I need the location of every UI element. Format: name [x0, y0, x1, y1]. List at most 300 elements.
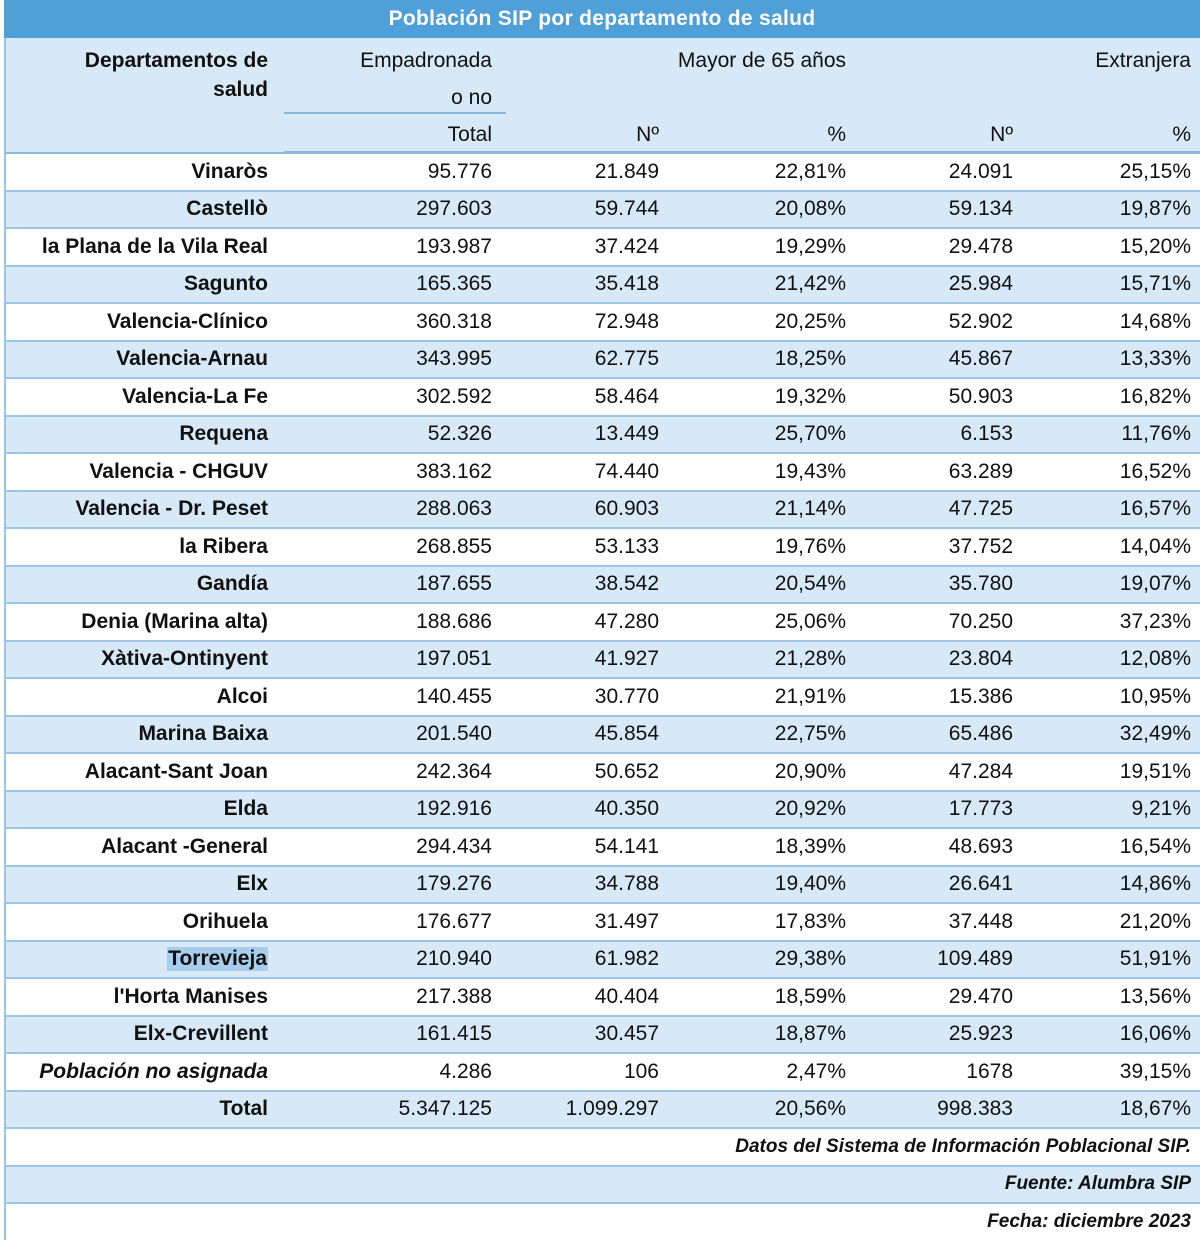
- row-ext-pct: [1013, 754, 1191, 790]
- row-m65-num-text: 53.133: [594, 534, 659, 558]
- row-ext-pct-text: 18,67%: [1119, 1097, 1191, 1121]
- row-name: [4, 567, 268, 603]
- row-m65-num: [492, 642, 659, 678]
- row-m65-pct-text: 20,56%: [774, 1097, 846, 1121]
- table-row: [4, 492, 1200, 530]
- table-row: [4, 604, 1200, 642]
- row-total: [274, 942, 492, 978]
- row-ext-pct-text: 16,82%: [1119, 384, 1191, 408]
- row-ext-pct-text: 32,49%: [1119, 722, 1191, 746]
- row-m65-pct-text: 25,06%: [774, 609, 846, 633]
- row-name: [4, 417, 268, 453]
- table-row: [4, 979, 1200, 1017]
- row-ext-pct: [1013, 304, 1191, 340]
- row-m65-num: [492, 604, 659, 640]
- row-ext-num-text: 37.448: [948, 909, 1013, 933]
- row-m65-num: [492, 454, 659, 490]
- row-name: [4, 604, 268, 640]
- row-m65-num-text: 45.854: [594, 722, 659, 746]
- footer-fecha: [4, 1204, 1200, 1240]
- row-m65-num-text: 106: [623, 1059, 659, 1083]
- row-ext-pct-text: 15,20%: [1119, 234, 1191, 258]
- row-name: [4, 379, 268, 415]
- row-m65-num: [492, 1017, 659, 1053]
- row-m65-num-text: 50.652: [594, 759, 659, 783]
- row-m65-pct-text: 19,43%: [774, 459, 846, 483]
- footer-source-text: Datos del Sistema de Información Poblacional SIP.: [735, 1135, 1191, 1157]
- population-table: [4, 0, 1200, 1240]
- row-ext-num-text: 15.386: [948, 684, 1013, 708]
- row-name: [4, 867, 268, 903]
- header-sub-total: Total: [447, 123, 492, 146]
- row-total-text: 95.776: [427, 159, 492, 183]
- row-total: [274, 529, 492, 565]
- row-ext-num: [846, 642, 1013, 678]
- row-ext-pct-text: 21,20%: [1119, 909, 1191, 933]
- row-total: [274, 154, 492, 190]
- row-m65-num: [492, 1092, 659, 1128]
- row-ext-num: [846, 754, 1013, 790]
- row-total-text: 140.455: [416, 684, 492, 708]
- row-ext-pct-text: 19,87%: [1119, 197, 1191, 221]
- row-name-text: Elda: [223, 797, 268, 821]
- row-total-text: 52.326: [427, 422, 492, 446]
- row-ext-pct: [1013, 904, 1191, 940]
- row-ext-pct-text: 16,06%: [1119, 1022, 1191, 1046]
- table-row: [4, 829, 1200, 867]
- row-total-text: 201.540: [416, 722, 492, 746]
- row-ext-pct-text: 15,71%: [1119, 272, 1191, 296]
- row-total-text: 179.276: [416, 872, 492, 896]
- row-ext-num: [846, 904, 1013, 940]
- row-m65-pct-text: 20,92%: [774, 797, 846, 821]
- row-m65-pct-text: 22,81%: [774, 159, 846, 183]
- row-name: [4, 942, 268, 978]
- row-name-text: l'Horta Manises: [113, 984, 268, 1008]
- row-m65-num-text: 60.903: [594, 497, 659, 521]
- row-m65-pct: [659, 1054, 846, 1090]
- row-m65-pct: [659, 342, 846, 378]
- row-ext-num-text: 24.091: [948, 159, 1013, 183]
- row-m65-num: [492, 979, 659, 1015]
- row-m65-num-text: 61.982: [594, 947, 659, 971]
- left-border: [4, 38, 6, 1240]
- row-total: [274, 229, 492, 265]
- row-total: [274, 1092, 492, 1128]
- row-ext-num: [846, 454, 1013, 490]
- row-ext-pct: [1013, 867, 1191, 903]
- row-ext-pct-text: 25,15%: [1119, 159, 1191, 183]
- table-row: [4, 1017, 1200, 1055]
- row-total-text: 5.347.125: [398, 1097, 492, 1121]
- row-ext-num: [846, 1054, 1013, 1090]
- row-m65-pct: [659, 154, 846, 190]
- row-m65-num: [492, 1054, 659, 1090]
- row-m65-pct: [659, 642, 846, 678]
- row-ext-num: [846, 154, 1013, 190]
- row-ext-num-text: 23.804: [948, 647, 1013, 671]
- row-ext-pct-text: 37,23%: [1119, 609, 1191, 633]
- row-ext-num: [846, 979, 1013, 1015]
- row-total-text: 161.415: [416, 1022, 492, 1046]
- row-m65-num: [492, 304, 659, 340]
- header-extranjera: Extranjera: [1095, 49, 1191, 72]
- row-ext-pct: [1013, 492, 1191, 528]
- row-ext-num-text: 63.289: [948, 459, 1013, 483]
- row-m65-pct: [659, 454, 846, 490]
- row-ext-num: [846, 192, 1013, 228]
- row-name-text: Xàtiva-Ontinyent: [101, 647, 268, 671]
- row-total-text: 187.655: [416, 572, 492, 596]
- row-m65-num-text: 31.497: [594, 909, 659, 933]
- row-ext-num: [846, 229, 1013, 265]
- header-underline-2: [284, 151, 1200, 153]
- row-name-text: Torrevieja: [168, 947, 267, 971]
- row-ext-pct: [1013, 604, 1191, 640]
- row-m65-pct: [659, 829, 846, 865]
- table-row: [4, 679, 1200, 717]
- row-total-text: 176.677: [416, 909, 492, 933]
- row-name-text: Valencia - Dr. Peset: [75, 497, 268, 521]
- row-name-text: Elx: [236, 872, 268, 896]
- row-ext-pct: [1013, 1017, 1191, 1053]
- row-name: [4, 1054, 268, 1090]
- row-m65-pct: [659, 867, 846, 903]
- header-departamentos: [4, 46, 268, 104]
- row-ext-num: [846, 792, 1013, 828]
- row-m65-num-text: 1.099.297: [565, 1097, 659, 1121]
- row-ext-pct-text: 9,21%: [1131, 797, 1191, 821]
- row-total: [274, 342, 492, 378]
- row-name: [4, 304, 268, 340]
- row-ext-num-text: 59.134: [948, 197, 1013, 221]
- row-m65-num: [492, 229, 659, 265]
- row-total-text: 188.686: [416, 609, 492, 633]
- table-row: [4, 529, 1200, 567]
- row-m65-pct: [659, 417, 846, 453]
- table-header: [4, 38, 1200, 154]
- row-total: [274, 304, 492, 340]
- row-m65-pct: [659, 679, 846, 715]
- row-name-text: Marina Baixa: [138, 722, 268, 746]
- row-ext-pct-text: 11,76%: [1121, 422, 1191, 446]
- row-ext-pct: [1013, 342, 1191, 378]
- table-row: [4, 192, 1200, 230]
- table-row: [4, 567, 1200, 605]
- row-total: [274, 679, 492, 715]
- row-ext-pct: [1013, 229, 1191, 265]
- row-ext-pct: [1013, 717, 1191, 753]
- row-ext-pct-text: 39,15%: [1119, 1059, 1191, 1083]
- row-ext-num-text: 70.250: [948, 609, 1013, 633]
- row-m65-pct-text: 29,38%: [774, 947, 846, 971]
- row-ext-num: [846, 529, 1013, 565]
- row-total: [274, 492, 492, 528]
- table-row: [4, 942, 1200, 980]
- row-m65-num-text: 13.449: [594, 422, 659, 446]
- table-row: [4, 754, 1200, 792]
- row-m65-pct-text: 20,25%: [774, 309, 846, 333]
- row-total: [274, 604, 492, 640]
- row-ext-num: [846, 942, 1013, 978]
- row-m65-pct: [659, 267, 846, 303]
- row-name: [4, 904, 268, 940]
- row-m65-num-text: 74.440: [594, 459, 659, 483]
- row-total: [274, 642, 492, 678]
- row-ext-num-text: 29.478: [948, 234, 1013, 258]
- row-m65-num-text: 30.770: [594, 684, 659, 708]
- header-sub-ext-pct: %: [1172, 123, 1191, 146]
- row-ext-pct: [1013, 567, 1191, 603]
- row-ext-pct-text: 16,52%: [1119, 459, 1191, 483]
- row-name: [4, 792, 268, 828]
- row-m65-pct: [659, 379, 846, 415]
- header-sub-m65-num: Nº: [636, 123, 659, 146]
- row-ext-num: [846, 342, 1013, 378]
- header-empadronada-line1: Empadronada: [360, 49, 492, 72]
- row-m65-pct-text: 19,29%: [774, 234, 846, 258]
- row-total: [274, 904, 492, 940]
- row-m65-num: [492, 754, 659, 790]
- row-ext-num-text: 998.383: [937, 1097, 1013, 1121]
- row-name-text: Elx-Crevillent: [133, 1022, 268, 1046]
- header-departamentos-line2: salud: [213, 78, 268, 101]
- row-m65-num: [492, 867, 659, 903]
- row-ext-pct-text: 19,51%: [1119, 759, 1191, 783]
- row-ext-num-text: 52.902: [948, 309, 1013, 333]
- row-name: [4, 642, 268, 678]
- row-m65-pct-text: 17,83%: [774, 909, 846, 933]
- row-total-text: 294.434: [416, 834, 492, 858]
- row-total-text: 242.364: [416, 759, 492, 783]
- row-ext-num-text: 50.903: [948, 384, 1013, 408]
- header-departamentos-line1: Departamentos de: [84, 49, 268, 72]
- row-total-text: 4.286: [439, 1059, 492, 1083]
- row-ext-pct: [1013, 154, 1191, 190]
- row-m65-num-text: 62.775: [594, 347, 659, 371]
- row-ext-num-text: 25.923: [948, 1022, 1013, 1046]
- table-row: [4, 1092, 1200, 1130]
- row-ext-pct: [1013, 454, 1191, 490]
- row-ext-pct: [1013, 192, 1191, 228]
- row-m65-num: [492, 529, 659, 565]
- row-ext-num: [846, 267, 1013, 303]
- row-m65-num-text: 47.280: [594, 609, 659, 633]
- header-empadronada: [274, 46, 492, 75]
- row-total: [274, 717, 492, 753]
- row-m65-pct-text: 18,25%: [774, 347, 846, 371]
- row-total: [274, 754, 492, 790]
- row-ext-pct: [1013, 529, 1191, 565]
- row-m65-pct-text: 25,70%: [774, 422, 846, 446]
- row-m65-num: [492, 342, 659, 378]
- row-name-text: la Plana de la Vila Real: [41, 234, 268, 258]
- row-m65-num-text: 72.948: [594, 309, 659, 333]
- row-m65-pct: [659, 1092, 846, 1128]
- row-name-text: Orihuela: [182, 909, 268, 933]
- row-m65-pct-text: 20,54%: [774, 572, 846, 596]
- row-m65-pct-text: 21,28%: [774, 647, 846, 671]
- row-m65-num-text: 38.542: [594, 572, 659, 596]
- table-row: [4, 304, 1200, 342]
- row-m65-num-text: 59.744: [594, 197, 659, 221]
- row-m65-pct-text: 21,91%: [774, 684, 846, 708]
- row-ext-pct: [1013, 417, 1191, 453]
- row-ext-num: [846, 867, 1013, 903]
- row-ext-num-text: 48.693: [948, 834, 1013, 858]
- row-m65-pct: [659, 717, 846, 753]
- row-m65-num: [492, 829, 659, 865]
- row-m65-num: [492, 379, 659, 415]
- row-ext-pct-text: 16,54%: [1119, 834, 1191, 858]
- row-ext-pct: [1013, 942, 1191, 978]
- row-m65-pct: [659, 904, 846, 940]
- row-m65-pct: [659, 229, 846, 265]
- row-ext-num-text: 26.641: [948, 872, 1013, 896]
- table-row: [4, 229, 1200, 267]
- header-mayor-65: Mayor de 65 años: [677, 49, 846, 72]
- row-ext-pct-text: 12,08%: [1119, 647, 1191, 671]
- row-name-text: Valencia-Arnau: [116, 347, 268, 371]
- row-name: [4, 679, 268, 715]
- row-m65-pct-text: 18,59%: [774, 984, 846, 1008]
- row-ext-num-text: 25.984: [948, 272, 1013, 296]
- row-ext-pct: [1013, 379, 1191, 415]
- row-ext-num: [846, 567, 1013, 603]
- row-name-text: Castellò: [186, 197, 268, 221]
- row-m65-pct: [659, 604, 846, 640]
- table-row: [4, 379, 1200, 417]
- row-total-text: 217.388: [416, 984, 492, 1008]
- row-total-text: 383.162: [416, 459, 492, 483]
- row-total: [274, 192, 492, 228]
- row-m65-pct-text: 22,75%: [774, 722, 846, 746]
- row-total: [274, 567, 492, 603]
- footer-source: [4, 1129, 1200, 1167]
- row-m65-pct: [659, 304, 846, 340]
- header-sub-ext-num: Nº: [990, 123, 1013, 146]
- row-name: [4, 192, 268, 228]
- footer-fecha-text: Fecha: diciembre 2023: [987, 1210, 1191, 1232]
- row-total-text: 343.995: [416, 347, 492, 371]
- row-ext-pct-text: 13,33%: [1119, 347, 1191, 371]
- row-m65-pct-text: 19,40%: [774, 872, 846, 896]
- row-ext-num-text: 17.773: [948, 797, 1013, 821]
- row-m65-pct-text: 18,87%: [774, 1022, 846, 1046]
- row-m65-num: [492, 792, 659, 828]
- header-sub-m65-pct: %: [827, 123, 846, 146]
- row-ext-pct: [1013, 1054, 1191, 1090]
- table-row: [4, 454, 1200, 492]
- row-m65-pct-text: 19,32%: [774, 384, 846, 408]
- header-underline-1: [284, 112, 506, 114]
- row-total-text: 165.365: [416, 272, 492, 296]
- row-ext-num-text: 47.725: [948, 497, 1013, 521]
- row-name: [4, 342, 268, 378]
- row-ext-pct-text: 14,68%: [1119, 309, 1191, 333]
- table-row: [4, 1054, 1200, 1092]
- table-row: [4, 267, 1200, 305]
- row-ext-num: [846, 717, 1013, 753]
- row-ext-pct-text: 14,86%: [1119, 872, 1191, 896]
- row-name-text: Vinaròs: [191, 159, 268, 183]
- row-m65-num-text: 30.457: [594, 1022, 659, 1046]
- row-total: [274, 829, 492, 865]
- table-row: [4, 867, 1200, 905]
- row-total: [274, 417, 492, 453]
- row-ext-num-text: 109.489: [937, 947, 1013, 971]
- row-ext-num-text: 1678: [966, 1059, 1013, 1083]
- row-ext-num-text: 29.470: [948, 984, 1013, 1008]
- row-ext-pct: [1013, 679, 1191, 715]
- row-ext-num: [846, 492, 1013, 528]
- row-name: [4, 1017, 268, 1053]
- row-ext-num-text: 6.153: [960, 422, 1013, 446]
- row-ext-pct-text: 51,91%: [1119, 947, 1191, 971]
- row-ext-pct: [1013, 792, 1191, 828]
- row-total-text: 192.916: [416, 797, 492, 821]
- row-ext-num-text: 37.752: [948, 534, 1013, 558]
- row-m65-num: [492, 267, 659, 303]
- row-total-text: 193.987: [416, 234, 492, 258]
- row-ext-num-text: 45.867: [948, 347, 1013, 371]
- row-total-text: 297.603: [416, 197, 492, 221]
- row-name: [4, 267, 268, 303]
- row-name-text: Alacant -General: [101, 834, 268, 858]
- row-ext-pct-text: 14,04%: [1119, 534, 1191, 558]
- row-m65-num-text: 21.849: [594, 159, 659, 183]
- row-name-text: Valencia - CHGUV: [89, 459, 268, 483]
- row-name-text: Alcoi: [216, 684, 268, 708]
- row-m65-pct: [659, 567, 846, 603]
- row-ext-num-text: 65.486: [948, 722, 1013, 746]
- row-total: [274, 1054, 492, 1090]
- table-row: [4, 154, 1200, 192]
- row-total-text: 268.855: [416, 534, 492, 558]
- row-m65-num-text: 35.418: [594, 272, 659, 296]
- row-name-text: Población no asignada: [39, 1059, 268, 1083]
- row-m65-num-text: 37.424: [594, 234, 659, 258]
- row-ext-pct: [1013, 642, 1191, 678]
- row-m65-num: [492, 679, 659, 715]
- row-m65-num: [492, 192, 659, 228]
- row-m65-pct: [659, 942, 846, 978]
- row-m65-num-text: 40.350: [594, 797, 659, 821]
- row-total-text: 210.940: [416, 947, 492, 971]
- row-ext-pct-text: 16,57%: [1119, 497, 1191, 521]
- row-m65-num: [492, 904, 659, 940]
- table-body: [4, 154, 1200, 1129]
- row-m65-pct: [659, 529, 846, 565]
- header-empadronada-line2: o no: [451, 86, 492, 109]
- row-total-text: 360.318: [416, 309, 492, 333]
- row-m65-pct-text: 2,47%: [786, 1059, 846, 1083]
- row-ext-pct: [1013, 1092, 1191, 1128]
- row-name-text: Alacant-Sant Joan: [84, 759, 268, 783]
- row-ext-num-text: 47.284: [948, 759, 1013, 783]
- row-m65-num: [492, 154, 659, 190]
- row-ext-num: [846, 379, 1013, 415]
- row-ext-num: [846, 604, 1013, 640]
- row-ext-num: [846, 829, 1013, 865]
- row-name: [4, 979, 268, 1015]
- row-name-text: Valencia-La Fe: [122, 384, 268, 408]
- row-name: [4, 829, 268, 865]
- table-title: Población SIP por departamento de salud: [4, 0, 1200, 38]
- row-ext-num: [846, 679, 1013, 715]
- row-name: [4, 754, 268, 790]
- row-total: [274, 867, 492, 903]
